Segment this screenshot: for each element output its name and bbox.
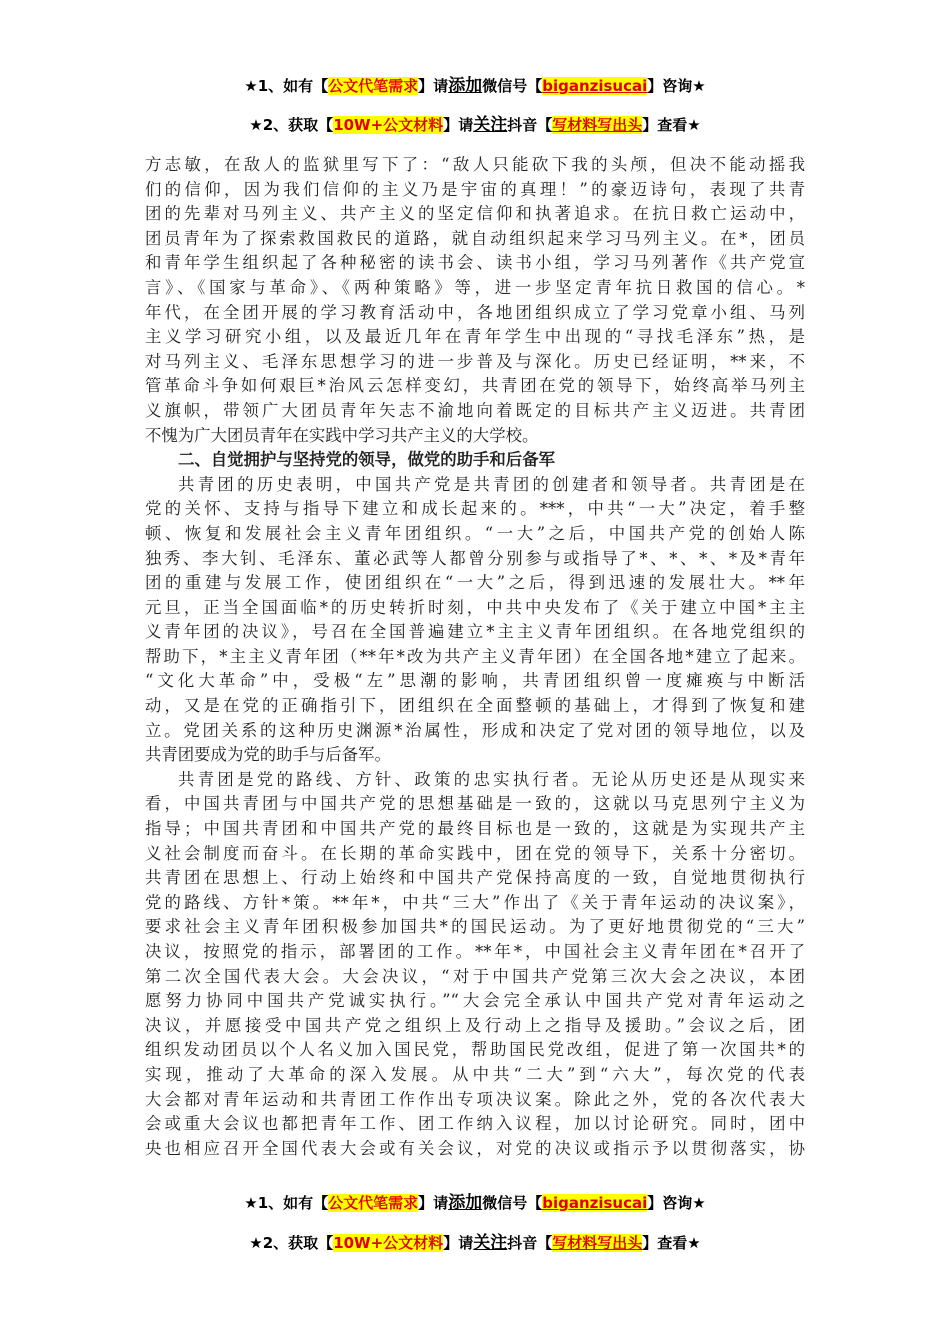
body-line: 顿、恢复和发展社会主义青年团组织。“一大”之后，中国共产党的创始人陈 bbox=[145, 523, 805, 543]
banner-text: 微信号【 bbox=[482, 77, 543, 95]
banner-text: 】请 bbox=[418, 1194, 449, 1212]
wechat-id-highlight[interactable]: biganzisucai bbox=[542, 1194, 648, 1212]
banner-text: ★2、获取【 bbox=[249, 1234, 334, 1252]
highlight-text: 公文代笔需求 bbox=[328, 1194, 419, 1212]
promo-banner-bottom-line-2 bbox=[0, 1228, 950, 1253]
banner-text: 】请 bbox=[443, 116, 474, 134]
body-line: 决议，并愿接受中国共产党之组织上及行动上之指导及援助。”会议之后，团 bbox=[145, 1015, 805, 1035]
body-line: 愿努力协同中国共产党诚实执行。”“大会完全承认中国共产党对青年运动之 bbox=[145, 991, 805, 1011]
banner-text: ★1、如有【 bbox=[244, 1194, 329, 1212]
highlight-text: 10W+公文材料 bbox=[333, 1234, 444, 1252]
highlight-text: 10W+公文材料 bbox=[333, 116, 444, 134]
body-line: 动，又是在党的正确指引下，团组织在全面整顿的基础上，才得到了恢复和建 bbox=[145, 696, 805, 716]
body-line: 组织发动团员以个人名义加入国民党，帮助国民党改组，促进了第一次国共*的 bbox=[145, 1040, 805, 1060]
emphasis-text: 添加 bbox=[448, 1193, 483, 1213]
body-line: 共青团是党的路线、方针、政策的忠实执行者。无论从历史还是从现实来 bbox=[178, 769, 805, 789]
body-line: 方志敏，在敌人的监狱里写下了：“敌人只能砍下我的头颅，但决不能动摇我 bbox=[145, 155, 805, 174]
body-line: 共青团要成为党的助手与后备军。 bbox=[145, 745, 391, 765]
body-line: 共青团在思想上、行动上始终和中国共产党保持高度的一致，自觉地贯彻执行 bbox=[145, 868, 805, 888]
body-line: 党的关怀、支持与指导下建立和成长起来的。***，中共“一大”决定，着手整 bbox=[145, 499, 805, 519]
banner-text: ★1、如有【 bbox=[244, 77, 329, 95]
banner-text: 】请 bbox=[418, 77, 449, 95]
body-line: 会或重大会议也都把青年工作、团工作纳入议程，加以讨论研究。同时，团中 bbox=[145, 1114, 805, 1134]
body-line: 和青年学生组织起了各种秘密的读书会、读书小组，学习马列著作《共产党宣 bbox=[145, 253, 805, 273]
body-line: 看，中国共青团与中国共产党的思想基础是一致的，这就以马克思列宁主义为 bbox=[145, 794, 805, 814]
body-line: 要求社会主义青年团积极参加国共*的国民运动。为了更好地贯彻党的“三大” bbox=[145, 917, 805, 937]
banner-text: 抖音【 bbox=[507, 1234, 553, 1252]
body-line: 义社会制度而奋斗。在长期的革命实践中，团在党的领导下，关系十分密切。 bbox=[145, 843, 805, 863]
douyin-id-highlight[interactable]: 写材料写出头 bbox=[552, 116, 643, 134]
body-line: 决议，按照党的指示，部署团的工作。**年*，中国社会主义青年团在*召开了 bbox=[145, 942, 805, 961]
banner-text: 微信号【 bbox=[482, 1194, 543, 1212]
body-line: 央也相应召开全国代表大会或有关会议，对党的决议或指示予以贯彻落实，协 bbox=[145, 1138, 805, 1158]
banner-text: 抖音【 bbox=[507, 116, 553, 134]
body-line: 们的信仰，因为我们信仰的主义乃是宇宙的真理！”的豪迈诗句，表现了共青 bbox=[145, 179, 805, 199]
body-line: 年代，在全团开展的学习教育活动中，各地团组织成立了学习党章小组、马列 bbox=[145, 302, 805, 322]
body-line: 实现，推动了大革命的深入发展。从中共“二大”到“六大”，每次党的代表 bbox=[145, 1064, 805, 1084]
body-line: 义青年团的决议》，号召在全国普遍建立*主主义青年团组织。在各地党组织的 bbox=[145, 622, 805, 642]
body-line: 指导；中国共青团和中国共产党的最终目标也是一致的，这就是为实现共产主 bbox=[145, 819, 805, 839]
wechat-id-highlight[interactable]: biganzisucai bbox=[542, 77, 648, 95]
body-line: 对马列主义、毛泽东思想学习的进一步普及与深化。历史已经证明，**来，不 bbox=[145, 351, 805, 371]
douyin-id-highlight[interactable]: 写材料写出头 bbox=[552, 1234, 643, 1252]
body-line: 大会都对青年运动和共青团工作作出专项决议案。除此之外，党的各次代表大 bbox=[145, 1089, 805, 1109]
body-line: 党的路线、方针*策。**年*，中共“三大”作出了《关于青年运动的决议案》， bbox=[145, 892, 805, 912]
emphasis-text: 添加 bbox=[448, 76, 483, 96]
body-line: 管革命斗争如何艰巨*治风云怎样变幻，共青团在党的领导下，始终高举马列主 bbox=[145, 376, 805, 396]
promo-banner-top-line-2 bbox=[0, 110, 950, 135]
body-line: 共青团的历史表明，中国共产党是共青团的创建者和领导者。共青团是在 bbox=[178, 474, 805, 494]
body-line: 独秀、李大钊、毛泽东、董必武等人都曾分别参与或指导了*、*、*、*及*青年 bbox=[145, 548, 805, 568]
body-line: 不愧为广大团员青年在实践中学习共产主义的大学校。 bbox=[145, 425, 539, 445]
document-body bbox=[145, 153, 805, 1161]
banner-text: ★2、获取【 bbox=[249, 116, 334, 134]
banner-text: 】咨询★ bbox=[647, 77, 706, 95]
emphasis-text: 关注 bbox=[473, 115, 508, 135]
body-line: 义旗帜，带领广大团员青年矢志不渝地向着既定的目标共产主义迈进。共青团 bbox=[145, 400, 805, 420]
body-line: “文化大革命”中，受极“左”思潮的影响，共青团组织曾一度瘫痪与中断活 bbox=[145, 671, 805, 691]
body-line: 立。党团关系的这种历史渊源*治属性，形成和决定了党对团的领导地位，以及 bbox=[145, 720, 805, 740]
body-line: 帮助下，*主主义青年团（**年*改为共产主义青年团）在全国各地*建立了起来。 bbox=[145, 646, 805, 666]
section-heading: 二、自觉拥护与坚持党的领导，做党的助手和后备军 bbox=[178, 450, 555, 470]
body-line: 团的重建与发展工作，使团组织在“一大”之后，得到迅速的发展壮大。**年 bbox=[145, 573, 805, 593]
body-line: 言》、《国家与革命》、《两种策略》等，进一步坚定青年抗日救国的信心。* bbox=[145, 277, 805, 297]
banner-text: 】查看★ bbox=[642, 1234, 701, 1252]
banner-text: 】咨询★ bbox=[647, 1194, 706, 1212]
promo-banner-top-line-1 bbox=[0, 71, 950, 96]
highlight-text: 公文代笔需求 bbox=[328, 77, 419, 95]
body-line: 主义学习研究小组，以及最近几年在青年学生中出现的“寻找毛泽东”热，是 bbox=[145, 327, 805, 347]
body-line: 第二次全国代表大会。大会决议，“对于中国共产党第三次大会之决议，本团 bbox=[145, 966, 805, 986]
banner-text: 】请 bbox=[443, 1234, 474, 1252]
banner-text: 】查看★ bbox=[642, 116, 701, 134]
promo-banner-bottom-line-1 bbox=[0, 1188, 950, 1213]
emphasis-text: 关注 bbox=[473, 1233, 508, 1253]
body-line: 元旦，正当全国面临*的历史转折时刻，中共中央发布了《关于建立中国*主主 bbox=[145, 597, 805, 617]
body-line: 团员青年为了探索救国救民的道路，就自动组织起来学习马列主义。在*，团员 bbox=[145, 228, 805, 248]
body-line: 团的先辈对马列主义、共产主义的坚定信仰和执著追求。在抗日救亡运动中， bbox=[145, 204, 805, 224]
